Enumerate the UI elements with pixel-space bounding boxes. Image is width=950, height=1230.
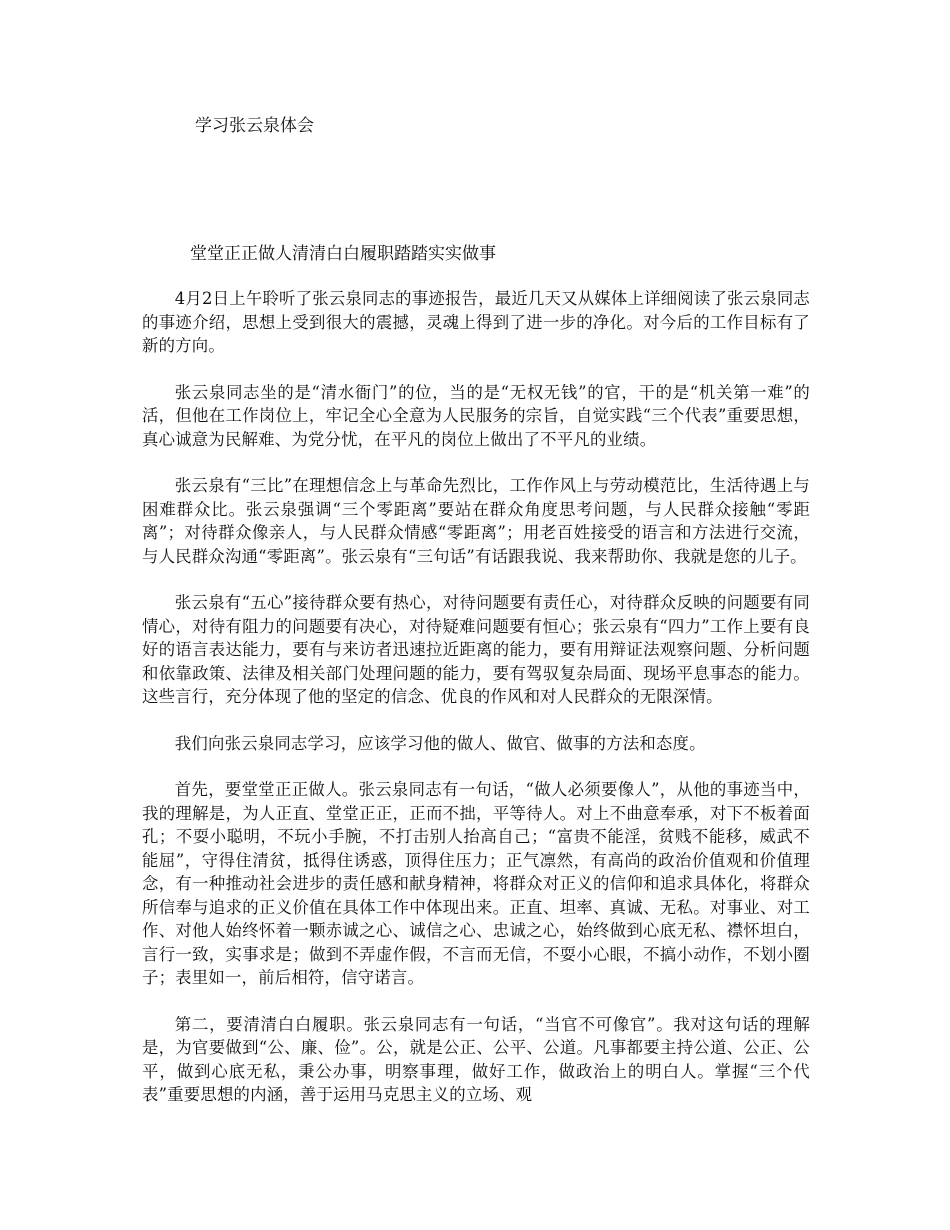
paragraph-4: 张云泉有“五心”接待群众要有热心，对待问题要有责任心，对待群众反映的问题要有同情心，对待有阻力的问题要有决心，对待疑难问题要有恒心；张云泉有“四力”工作上要有良好的语言表达能力，要有与来访者迅速拉近距离的能力，要有用辩证法观察问题、分析问题和依靠政策、法律及相关部门处理问题的能力，要有驾驭复杂局面、现场平息事态的能力。这些言行，充分体现了他的坚定的信念、优良的作风和对人民群众的无限深情。 [142, 593, 810, 706]
paragraph-3: 张云泉有“三比”在理想信念上与革命先烈比，工作作风上与劳动模范比，生活待遇上与困难群众比。张云泉强调“三个零距离”要站在群众角度思考问题，与人民群众接触“零距离”；对待群众像亲人，与人民群众情感“零距离”；用老百姓接受的语言和方法进行交流，与人民群众沟通“零距离”。张云泉有“三句话”有话跟我说、我来帮助你、我就是您的儿子。 [142, 476, 810, 566]
paragraph-7: 第二，要清清白白履职。张云泉同志有一句话，“当官不可像官”。我对这句话的理解是，为官要做到“公、廉、俭”。公，就是公正、公平、公道。凡事都要主持公道、公正、公平，做到心底无私，秉公办事，明察事理，做好工作，做政治上的明白人。掌握“三个代表”重要思想的内涵，善于运用马克思主义的立场、观 [142, 1014, 810, 1104]
document-subtitle: 堂堂正正做人清清白白履职踏踏实实做事 [190, 244, 496, 264]
document-body [142, 287, 810, 1130]
paragraph-2: 张云泉同志坐的是“清水衙门”的位，当的是“无权无钱”的官，干的是“机关第一难”的活，但他在工作岗位上，牢记全心全意为人民服务的宗旨，自觉实践“三个代表”重要思想，真心诚意为民解难、为党分忧，在平凡的岗位上做出了不平凡的业绩。 [142, 382, 810, 449]
paragraph-6: 首先，要堂堂正正做人。张云泉同志有一句话，“做人必须要像人”，从他的事迹当中，我的理解是，为人正直、堂堂正正，正而不拙，平等待人。对上不曲意奉承，对下不板着面孔；不耍小聪明，不玩小手腕，不打击别人抬高自己；“富贵不能淫，贫贱不能移，威武不能屈”，守得住清贫，抵得住诱惑，顶得住压力；正气凛然，有高尚的政治价值观和价值理念，有一种推动社会进步的责任感和献身精神，将群众对正义的信仰和追求具体化，将群众所信奉与追求的正义价值在具体工作中体现出来。正直、坦率、真诚、无私。对事业、对工作、对他人始终怀着一颗赤诚之心、诚信之心、忠诚之心，始终做到心底无私、襟怀坦白，言行一致，实事求是；做到不弄虚作假，不言而无信，不耍小心眼，不搞小动作，不划小圈子；表里如一，前后相符，信守诺言。 [142, 780, 810, 987]
document-title: 学习张云泉体会 [195, 116, 314, 136]
paragraph-5: 我们向张云泉同志学习，应该学习他的做人、做官、做事的方法和态度。 [174, 733, 706, 753]
paragraph-1: 4月2日上午聆听了张云泉同志的事迹报告，最近几天又从媒体上详细阅读了张云泉同志的事迹介绍，思想上受到很大的震撼，灵魂上得到了进一步的净化。对今后的工作目标有了新的方向。 [142, 289, 810, 355]
